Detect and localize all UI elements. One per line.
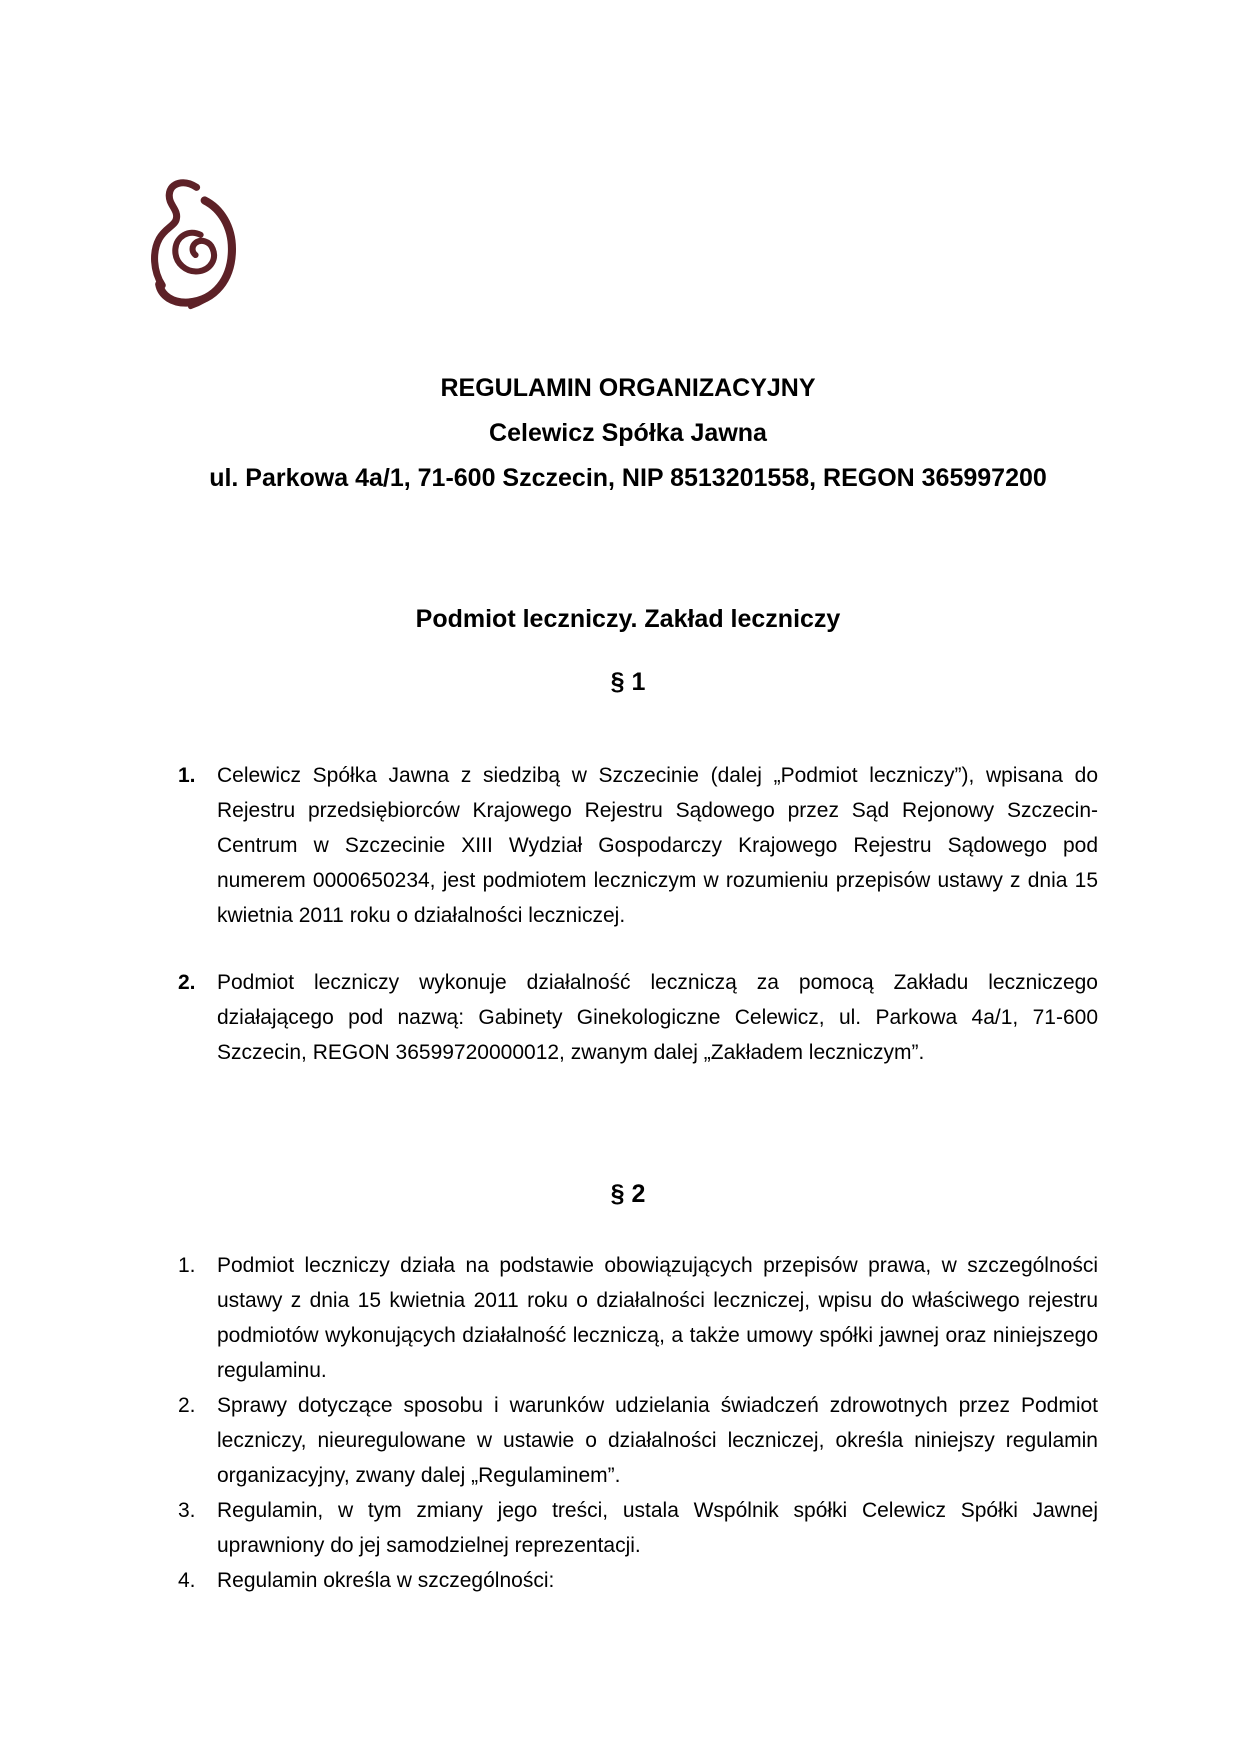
list-item-text: Regulamin, w tym zmiany jego treści, ustala Wspólnik spółki Celewicz Spółki Jawnej uprawniony do jej samodzielnej reprezentacji. xyxy=(217,1499,1098,1557)
list-item-number: 2. xyxy=(178,1394,196,1417)
company-name: Celewicz Spółka Jawna xyxy=(489,419,767,447)
numbered-list-section-1 xyxy=(158,758,1098,1070)
numbered-list-section-2 xyxy=(158,1248,1098,1598)
paragraph-marker-1: § 1 xyxy=(610,668,646,696)
list-item xyxy=(158,965,1098,1070)
list-item-text: Regulamin określa w szczególności: xyxy=(217,1569,555,1592)
list-item-text: Podmiot leczniczy działa na podstawie obowiązujących przepisów prawa, w szczególności ustawy z dnia 15 kwietnia 2011 roku o działalności leczniczej, wpisu do właściwego rejestru podmiotów wykonujących działalność leczniczą, a także umowy spółki jawnej oraz niniejszego regulaminu. xyxy=(217,1254,1098,1382)
list-item-text: Sprawy dotyczące sposobu i warunków udzielania świadczeń zdrowotnych przez Podmiot leczniczy, nieuregulowane w ustawie o działalności leczniczej, określa niniejszy regulamin organizacyjny, zwany dalej „Regulaminem”. xyxy=(217,1394,1098,1487)
section-heading: Podmiot leczniczy. Zakład leczniczy xyxy=(415,605,841,633)
company-address: ul. Parkowa 4a/1, 71-600 Szczecin, NIP 8513201558, REGON 365997200 xyxy=(209,464,1047,492)
list-item xyxy=(158,1493,1098,1563)
list-item-number: 3. xyxy=(178,1499,196,1522)
list-item-text: Podmiot leczniczy wykonuje działalność leczniczą za pomocą Zakładu leczniczego działającego pod nazwą: Gabinety Ginekologiczne Celewicz, ul. Parkowa 4a/1, 71-600 Szczecin, REGON 36599720000012, zwanym dalej „Zakładem leczniczym”. xyxy=(217,971,1098,1064)
list-item-text: Celewicz Spółka Jawna z siedzibą w Szczecinie (dalej „Podmiot leczniczy”), wpisana do Rejestru przedsiębiorców Krajowego Rejestru Sądowego przez Sąd Rejonowy Szczecin-Centrum w Szczecinie XIII Wydział Gospodarczy Krajowego Rejestru Sądowego pod numerem 0000650234, jest podmiotem leczniczym w rozumieniu przepisów ustawy z dnia 15 kwietnia 2011 roku o działalności leczniczej. xyxy=(217,764,1098,927)
list-item-number: 1. xyxy=(178,764,196,787)
list-item-number: 4. xyxy=(178,1569,196,1592)
list-item xyxy=(158,758,1098,933)
list-item xyxy=(158,1563,1098,1598)
mother-child-logo-icon xyxy=(140,178,236,328)
document-title: REGULAMIN ORGANIZACYJNY xyxy=(440,374,816,402)
list-item xyxy=(158,1248,1098,1388)
list-item xyxy=(158,1388,1098,1493)
list-item-number: 1. xyxy=(178,1254,196,1277)
paragraph-marker-2: § 2 xyxy=(610,1180,646,1208)
list-item-number: 2. xyxy=(178,971,196,994)
document-header xyxy=(158,366,1098,501)
